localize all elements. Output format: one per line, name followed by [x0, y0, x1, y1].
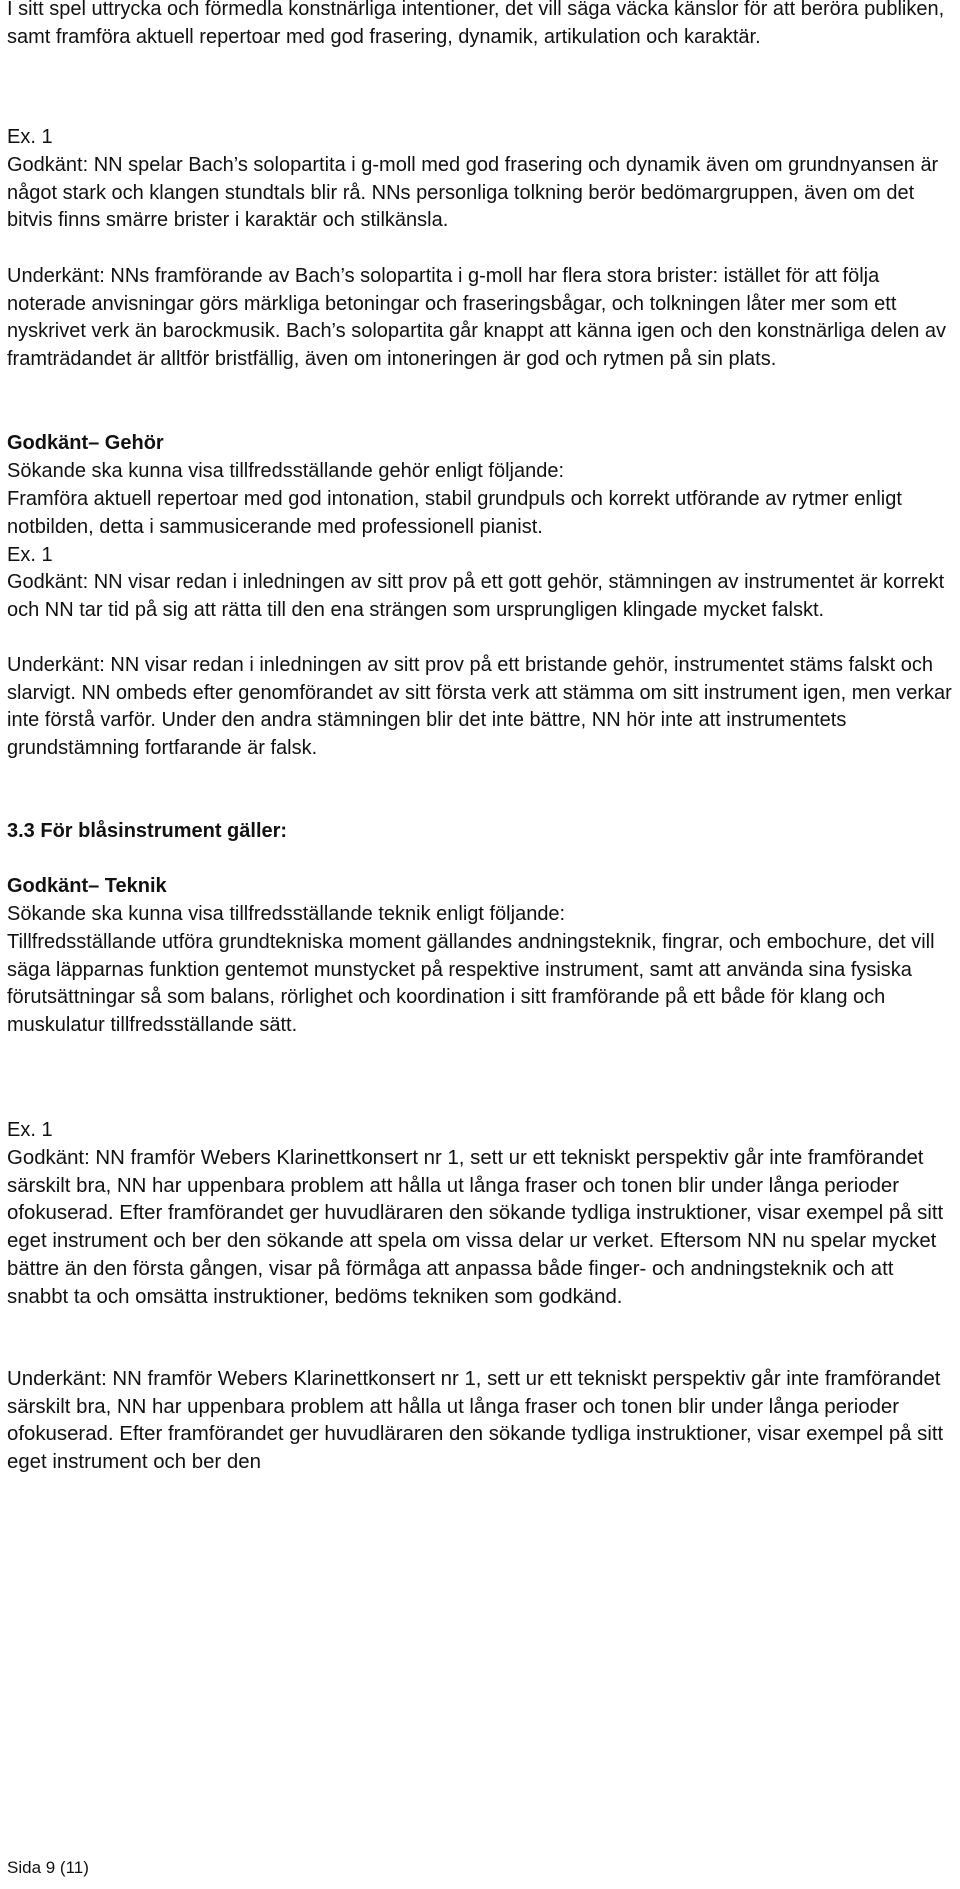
gehor-intro: Sökande ska kunna visa tillfredsställande gehör enligt följande: — [7, 460, 565, 482]
gehor-heading: Godkänt– Gehör — [7, 432, 164, 454]
section-3-3-heading: 3.3 För blåsinstrument gäller: — [7, 820, 288, 842]
teknik-pass-paragraph: Godkänt: NN framför Webers Klarinettkonsert nr 1, sett ur ett tekniskt perspektiv går inte framförandet särskilt bra, NN har uppenbara problem att hålla ut långa fraser och tonen blir under långa perioder ofokuserad. Efter framförandet ger huvudläraren den sökande tydliga instruktioner, visar exempel på sitt eget instrument och ber den sökande att spela om vissa delar ur verket. Eftersom NN nu spelar mycket bättre än den första gången, visar på förmåga att anpassa både finger- och andningsteknik och att snabbt ta och omsätta instruktioner, bedöms tekniken som godkänd. — [7, 1147, 944, 1308]
intro-paragraph: I sitt spel uttrycka och förmedla konstnärliga intentioner, det vill säga väcka känslor för att beröra publiken, samt framföra aktuell repertoar med god frasering, dynamik, artikulation och karaktär. — [7, 0, 945, 48]
s1-fail-paragraph: Underkänt: NNs framförande av Bach’s solopartita i g-moll har flera stora brister: istället för att följa noterade anvisningar görs märkliga betoningar och fraseringsbågar, och tolkningen låter mer som ett nyskrivet verk än barockmusik. Bach’s solopartita går knappt att känna igen och den konstnärliga delen av framträdandet är alltför bristfällig, även om intoneringen är god och rytmen på sin plats. — [7, 265, 947, 371]
s1-example-label: Ex. 1 — [7, 126, 53, 148]
gehor-pass-paragraph: Godkänt: NN visar redan i inledningen av sitt prov på ett gott gehör, stämningen av instrumentet är korrekt och NN tar tid på sig att rätta till den ena strängen som ursprungligen klingade mycket falskt. — [7, 571, 945, 621]
page-number: Sida 9 (11) — [7, 1858, 89, 1877]
teknik-example-label: Ex. 1 — [7, 1119, 53, 1141]
gehor-fail-paragraph: Underkänt: NN visar redan i inledningen av sitt prov på ett bristande gehör, instrumentet stäms falskt och slarvigt. NN ombeds efter genomförandet av sitt första verk att stämma om sitt instrument igen, men verkar inte förstå varför. Under den andra stämningen blir det inte bättre, NN hör inte att instrumentets grundstämning fortfarande är falsk. — [7, 654, 952, 760]
teknik-intro: Sökande ska kunna visa tillfredsställande teknik enligt följande: — [7, 903, 566, 925]
teknik-heading: Godkänt– Teknik — [7, 875, 167, 897]
gehor-example-label: Ex. 1 — [7, 544, 53, 566]
teknik-fail-paragraph: Underkänt: NN framför Webers Klarinettkonsert nr 1, sett ur ett tekniskt perspektiv går inte framförandet särskilt bra, NN har uppenbara problem att hålla ut långa fraser och tonen blir under långa perioder ofokuserad. Efter framförandet ger huvudläraren den sökande tydliga instruktioner, visar exempel på sitt eget instrument och ber den — [7, 1368, 944, 1474]
s1-pass-paragraph: Godkänt: NN spelar Bach’s solopartita i g-moll med god frasering och dynamik även om grundnyansen är något stark och klangen stundtals blir rå. NNs personliga tolkning berör bedömargruppen, även om det bitvis finns smärre brister i karaktär och stilkänsla. — [7, 154, 939, 232]
gehor-description: Framföra aktuell repertoar med god intonation, stabil grundpuls och korrekt utförande av rytmer enligt notbilden, detta i sammusicerande med professionell pianist. — [7, 488, 902, 538]
teknik-description: Tillfredsställande utföra grundtekniska moment gällandes andningsteknik, fingrar, och embochure, det vill säga läpparnas funktion gentemot munstycket på respektive instrument, samt att använda sina fysiska förutsättningar så som balans, rörlighet och koordination i sitt framförande på ett både för klang och muskulatur tillfredsställande sätt. — [7, 931, 935, 1037]
